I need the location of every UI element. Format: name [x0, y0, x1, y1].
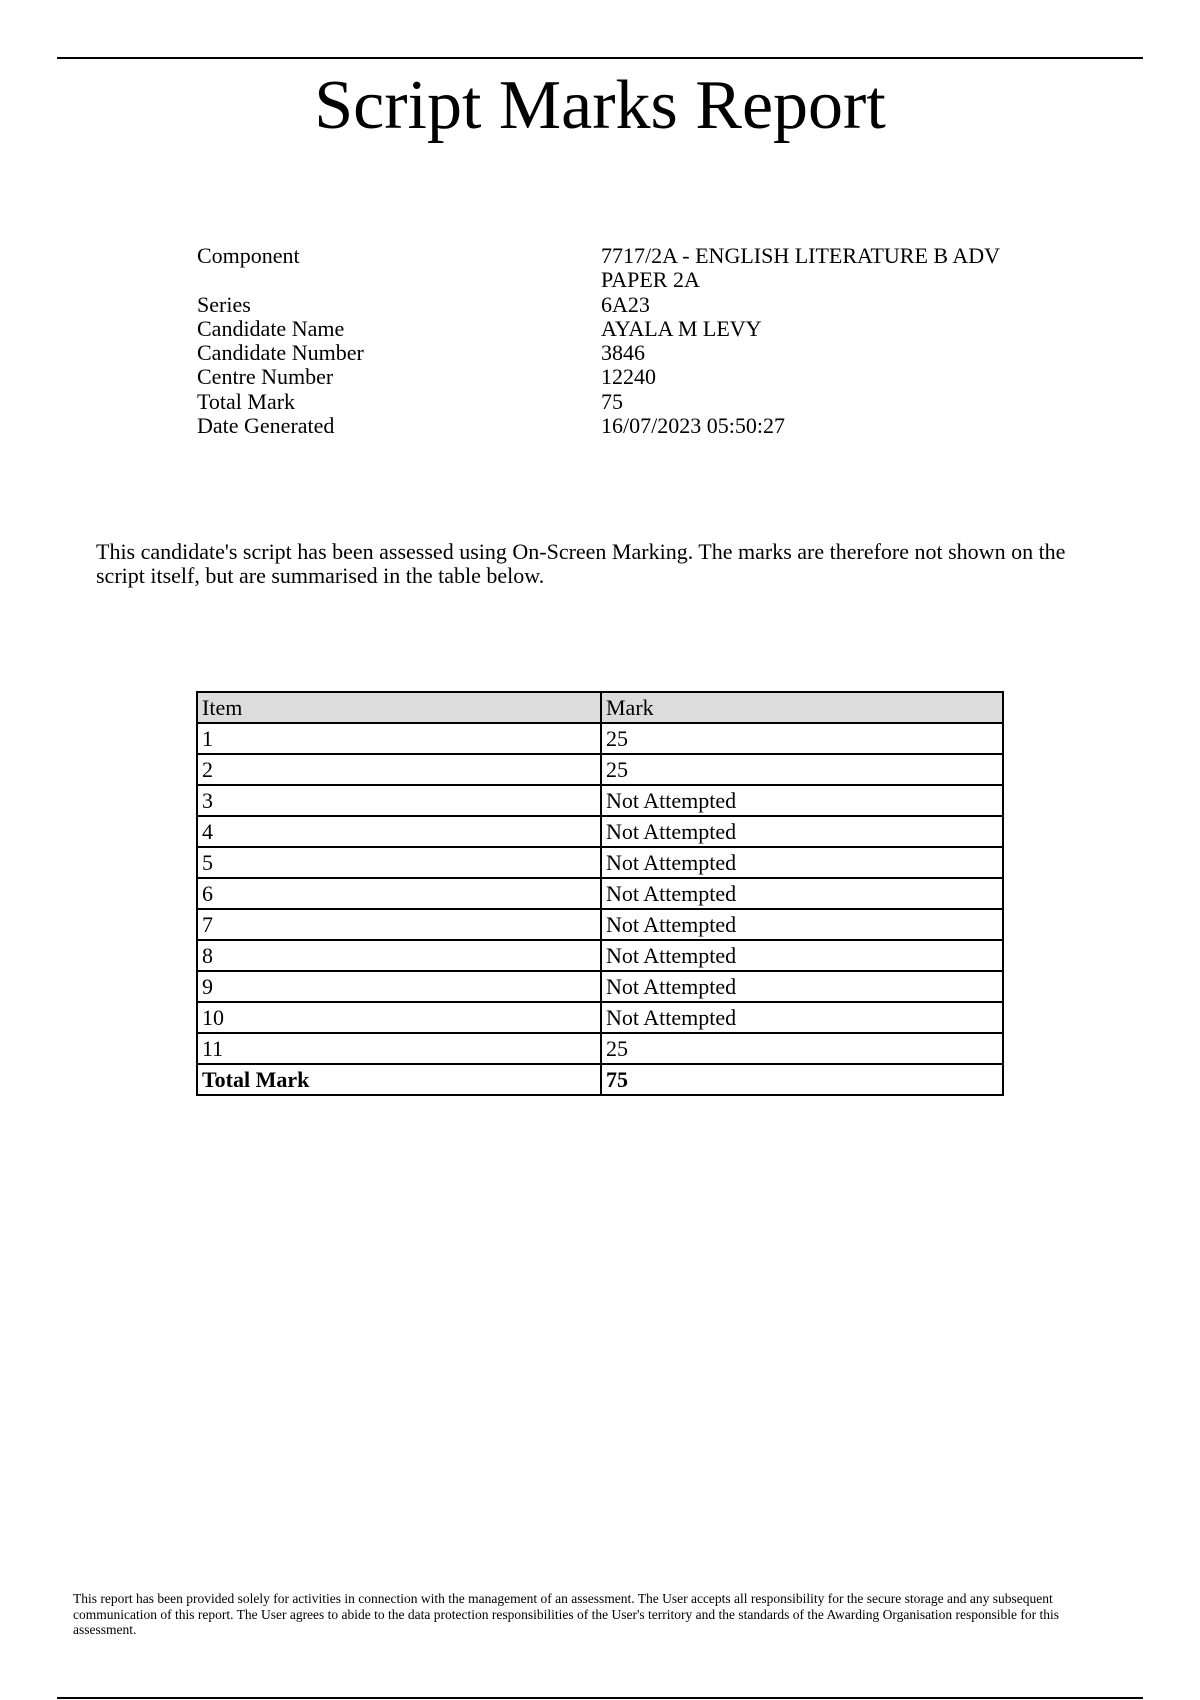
intro-paragraph: This candidate's script has been assessed using On-Screen Marking. The marks are therefore not shown on the script itself, but are summarised in the table below. — [96, 539, 1066, 588]
bottom-rule — [57, 1697, 1143, 1699]
item-cell: 9 — [197, 971, 601, 1002]
mark-cell: Not Attempted — [601, 940, 1003, 971]
detail-label: Total Mark — [197, 388, 296, 414]
mark-cell: Not Attempted — [601, 878, 1003, 909]
detail-row-candidate-number — [197, 341, 1021, 365]
detail-value: 7717/2A - ENGLISH LITERATURE B ADV PAPER 2A — [601, 243, 1000, 293]
detail-row-candidate-name — [197, 317, 1021, 341]
detail-label: Date Generated — [197, 413, 335, 439]
top-rule — [57, 57, 1143, 59]
column-header-item: Item — [197, 692, 601, 723]
item-cell: 4 — [197, 816, 601, 847]
table-row — [197, 847, 1003, 878]
footer-disclaimer: This report has been provided solely for activities in connection with the management of an assessment. The User accepts all responsibility for the secure storage and any subsequent communication of this report. The User agrees to abide to the data protection responsibilities of the User's territory and the standards of the Awarding Organisation responsible for this assessment. — [73, 1591, 1059, 1637]
candidate-details — [197, 244, 1021, 438]
total-mark-cell: 75 — [601, 1064, 1003, 1095]
column-header-mark: Mark — [601, 692, 1003, 723]
detail-row-total-mark — [197, 390, 1021, 414]
item-cell: 3 — [197, 785, 601, 816]
detail-label: Centre Number — [197, 364, 334, 390]
mark-cell: Not Attempted — [601, 816, 1003, 847]
table-row — [197, 1002, 1003, 1033]
table-row — [197, 909, 1003, 940]
table-row — [197, 971, 1003, 1002]
table-row — [197, 754, 1003, 785]
item-cell: 11 — [197, 1033, 601, 1064]
mark-cell: Not Attempted — [601, 1002, 1003, 1033]
page-title: Script Marks Report — [314, 67, 886, 144]
total-label-cell: Total Mark — [197, 1064, 601, 1095]
detail-row-component — [197, 244, 1021, 293]
total-row — [197, 1064, 1003, 1095]
mark-cell: Not Attempted — [601, 909, 1003, 940]
detail-value: 6A23 — [601, 291, 650, 317]
mark-cell: 25 — [601, 723, 1003, 754]
mark-cell: Not Attempted — [601, 785, 1003, 816]
table-row — [197, 816, 1003, 847]
detail-value: 12240 — [601, 364, 656, 390]
detail-label: Candidate Name — [197, 315, 345, 341]
table-row — [197, 723, 1003, 754]
mark-cell: Not Attempted — [601, 971, 1003, 1002]
table-row — [197, 785, 1003, 816]
detail-value: 3846 — [601, 340, 645, 366]
item-cell: 5 — [197, 847, 601, 878]
item-cell: 7 — [197, 909, 601, 940]
item-cell: 6 — [197, 878, 601, 909]
mark-cell: 25 — [601, 1033, 1003, 1064]
mark-cell: 25 — [601, 754, 1003, 785]
item-cell: 10 — [197, 1002, 601, 1033]
detail-value: AYALA M LEVY — [601, 315, 762, 341]
table-row — [197, 1033, 1003, 1064]
detail-row-date-generated — [197, 414, 1021, 438]
mark-cell: Not Attempted — [601, 847, 1003, 878]
marks-table — [196, 691, 1004, 1096]
table-row — [197, 940, 1003, 971]
item-cell: 2 — [197, 754, 601, 785]
item-cell: 8 — [197, 940, 601, 971]
detail-label: Series — [197, 291, 251, 317]
detail-row-series — [197, 293, 1021, 317]
detail-label: Component — [197, 243, 300, 268]
table-row — [197, 878, 1003, 909]
item-cell: 1 — [197, 723, 601, 754]
table-header-row — [197, 692, 1003, 723]
detail-value: 75 — [601, 388, 623, 414]
detail-value: 16/07/2023 05:50:27 — [601, 413, 785, 439]
detail-row-centre-number — [197, 365, 1021, 389]
detail-label: Candidate Number — [197, 340, 364, 366]
